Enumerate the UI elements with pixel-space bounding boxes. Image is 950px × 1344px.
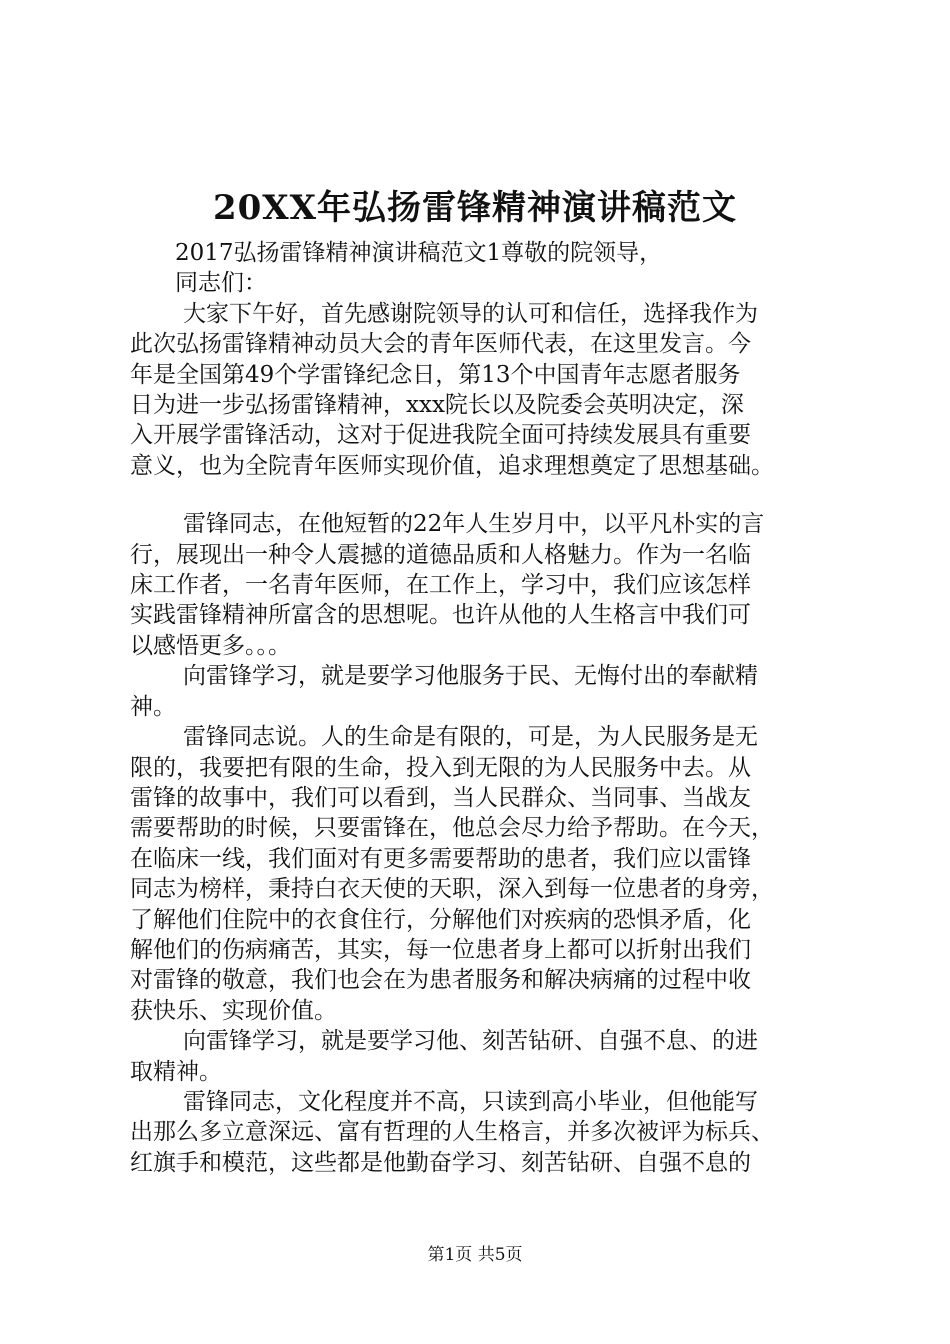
paragraph-line: 出那么多立意深远、富有哲理的人生格言，并多次被评为标兵、 [130,1119,774,1146]
paragraph-line: 在临床一线，我们面对有更多需要帮助的患者，我们应以雷锋 [130,845,751,872]
paragraph [130,1026,832,1087]
paragraph-line: 解他们的伤病痛苦，其实，每一位患者身上都可以折射出我们 [130,936,751,963]
paragraph-line: 年是全国第49个学雷锋纪念日，第13个中国青年志愿者服务 [130,361,741,388]
paragraph-line: 床工作者，一名青年医师，在工作上，学习中，我们应该怎样 [130,572,751,599]
paragraph-line: 限的，我要把有限的生命，投入到无限的为人民服务中去。从 [130,754,751,781]
paragraph-line: 向雷锋学习，就是要学习他服务于民、无悔付出的奉献精 [183,663,758,690]
paragraph-line: 入开展学雷锋活动，这对于促进我院全面可持续发展具有重要 [130,422,751,449]
paragraph-line: 行，展现出一种令人震撼的道德品质和人格魅力。作为一名临 [130,541,751,568]
paragraph-line: 日为进一步弘扬雷锋精神，xxx院长以及院委会英明决定，深 [130,392,744,419]
intro-line: 同志们： [175,270,267,297]
paragraph-line: 雷锋同志，在他短暂的22年人生岁月中，以平凡朴实的言 [183,511,765,538]
paragraph-line: 神。 [130,693,176,720]
paragraph-line: 雷锋同志说。人的生命是有限的，可是，为人民服务是无 [183,724,758,751]
paragraph-line: 同志为榜样，秉持白衣天使的天职，深入到每一位患者的身旁， [130,876,774,903]
paragraph-line: 实践雷锋精神所富含的思想呢。也许从他的人生格言中我们可 [130,602,751,629]
paragraph-line: 对雷锋的敬意，我们也会在为患者服务和解决病痛的过程中收 [130,967,751,994]
paragraph [130,1087,832,1178]
paragraph-gap [130,481,832,509]
paragraph-line: 需要帮助的时候，只要雷锋在，他总会尽力给予帮助。在今天， [130,815,774,842]
paragraph-line: 红旗手和模范，这些都是他勤奋学习、刻苦钻研、自强不息的 [130,1149,751,1176]
paragraph-line: 雷锋同志，文化程度并不高，只读到高小毕业，但他能写 [183,1088,758,1115]
document-body [130,238,832,1178]
intro-line: 2017弘扬雷锋精神演讲稿范文1尊敬的院领导， [175,240,663,266]
paragraph [130,722,832,1026]
paragraph-line: 获快乐、实现价值。 [130,997,337,1024]
paragraph-line: 取精神。 [130,1058,222,1085]
paragraph [130,299,832,481]
paragraph-line: 意义，也为全院青年医师实现价值，追求理想奠定了思想基础。 [130,452,774,479]
paragraph [130,509,832,661]
paragraph-line: 雷锋的故事中，我们可以看到，当人民群众、当同事、当战友 [130,784,751,811]
paragraph-line: 了解他们住院中的衣食住行，分解他们对疾病的恐惧矛盾，化 [130,906,751,933]
paragraph [130,661,832,722]
paragraph-line: 以感悟更多。。。 [130,632,291,659]
page-footer: 第1页 共5页 [427,1245,523,1265]
paragraph-line: 此次弘扬雷锋精神动员大会的青年医师代表，在这里发言。今 [130,331,751,358]
paragraph-line: 向雷锋学习，就是要学习他、刻苦钻研、自强不息、的进 [183,1028,758,1055]
paragraph-line: 大家下午好，首先感谢院领导的认可和信任，选择我作为 [183,300,758,327]
document-title: 20XX年弘扬雷锋精神演讲稿范文 [212,188,738,228]
